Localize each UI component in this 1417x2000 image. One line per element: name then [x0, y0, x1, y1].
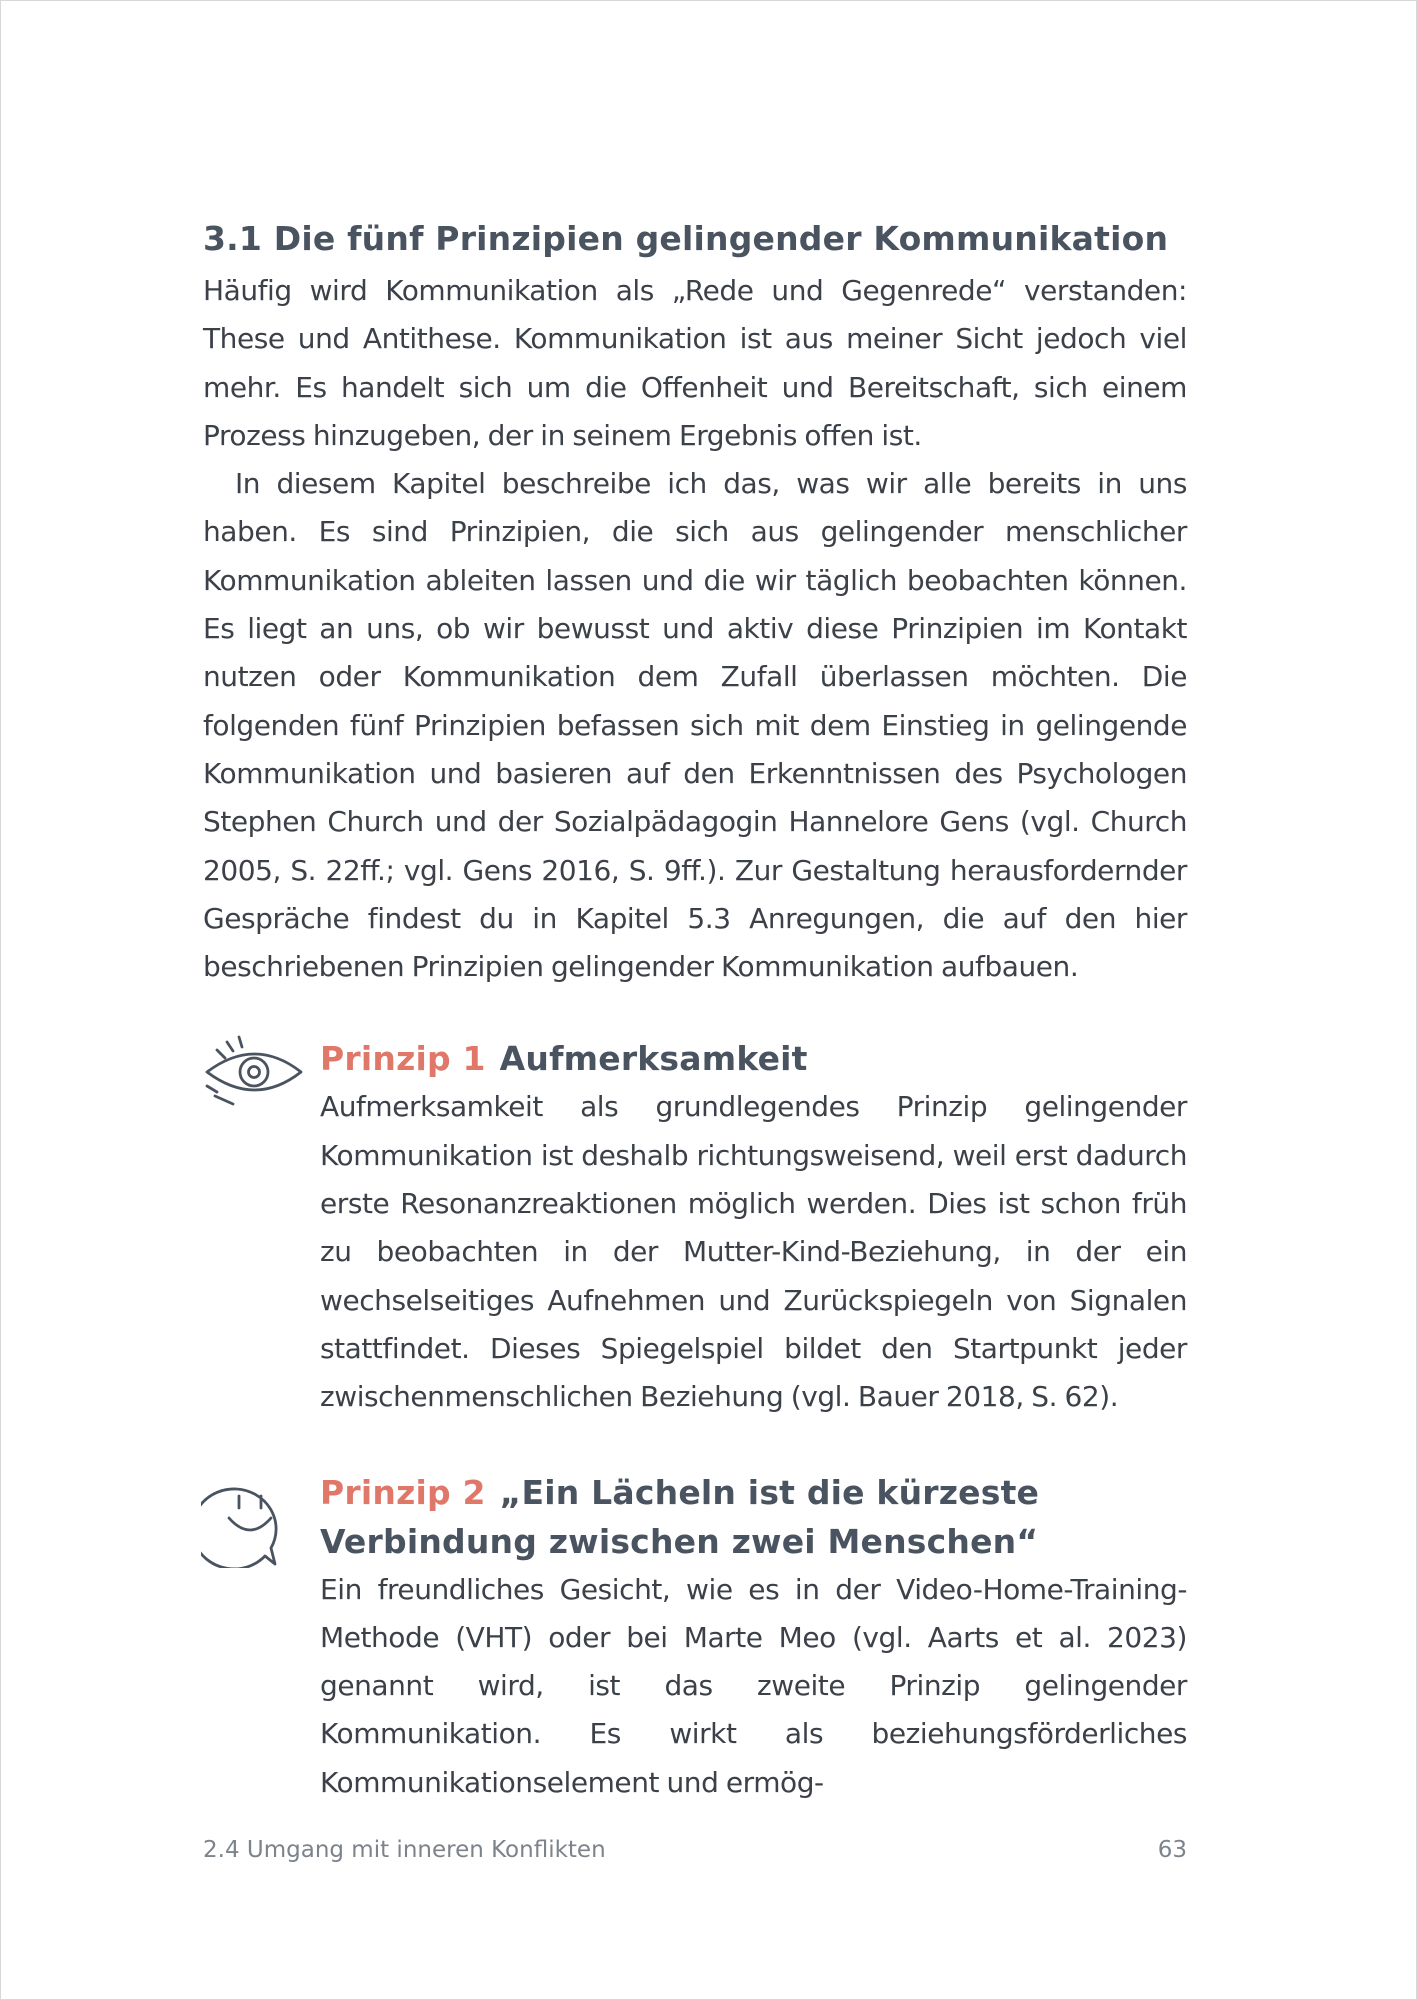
intro-text [203, 267, 1187, 991]
page-footer [203, 1833, 1187, 1867]
principle-block [203, 1468, 1187, 1807]
paragraph: In diesem Kapitel beschreibe ich das, was wir alle bereits in uns haben. Es sind Prinzipien, die sich aus gelingender menschlicher Kommunikation ableiten lassen und die wir täglich beobachten können. Es liegt an uns, ob wir bewusst und aktiv diese Prinzipien im Kontakt nutzen oder Kommunikation dem Zufall überlassen möchten. Die folgenden fünf Prinzipien befassen sich mit dem Einstieg in gelingende Kommunikation und basieren auf den Erkenntnissen des Psychologen Stephen Church und der Sozialpädagogin Hannelore Gens (vgl. Church 2005, S. 22ff.; vgl. Gens 2016, S. 9ff.). Zur Gestaltung herausfordernder Gespräche findest du in Kapitel 5.3 Anregungen, die auf den hier beschriebenen Prinzipien gelingender Kommunikation aufbauen. [203, 467, 1187, 984]
principle-text: Ein freundliches Gesicht, wie es in der Video-Home-Training-Methode (VHT) oder bei Marte Meo (vgl. Aarts et al. 2023) genannt wird, ist das zweite Prinzip gelingender Kommunikation. Es wirkt als beziehungsförderliches Kommunikationselement und ermög- [320, 1572, 1187, 1799]
principle-heading [320, 1468, 1187, 1566]
page-content [203, 211, 1187, 1807]
eye-icon [203, 1034, 303, 1124]
principle-number: Prinzip 2 [320, 1472, 486, 1512]
section-title: 3.1 Die fünf Prinzipien gelingender Kommunikation [203, 219, 1169, 258]
running-head: 2.4 Umgang mit inneren Konflikten [203, 1837, 606, 1863]
principle-heading [320, 1034, 1187, 1083]
paragraph: Häufig wird Kommunikation als „Rede und Gegenrede“ verstanden: These und Antithese. Kommunikation ist aus meiner Sicht jedoch viel mehr. Es handelt sich um die Offenheit und Bereitschaft, sich einem Prozess hinzugeben, der in seinem Ergebnis offen ist. [203, 274, 1187, 452]
principle-number: Prinzip 1 [320, 1039, 486, 1079]
principle-block [203, 1034, 1187, 1421]
principle-title: Aufmerksamkeit [499, 1039, 808, 1079]
principle-title: „Ein Lächeln ist die kürzeste Verbindung zwischen zwei Menschen“ [320, 1472, 1040, 1561]
smiley-speech-bubble-icon [201, 1468, 301, 1568]
page-number: 63 [1157, 1837, 1187, 1863]
principle-text: Aufmerksamkeit als grundlegendes Prinzip gelingender Kommunikation ist deshalb richtungsweisend, weil erst dadurch erste Resonanzreaktionen möglich werden. Dies ist schon früh zu beobachten in der Mutter-Kind-Beziehung, in der ein wechselseitiges Aufnehmen und Zurückspiegeln von Signalen stattfindet. Dieses Spiegelspiel bildet den Startpunkt jeder zwischenmenschlichen Beziehung (vgl. Bauer 2018, S. 62). [320, 1090, 1187, 1414]
